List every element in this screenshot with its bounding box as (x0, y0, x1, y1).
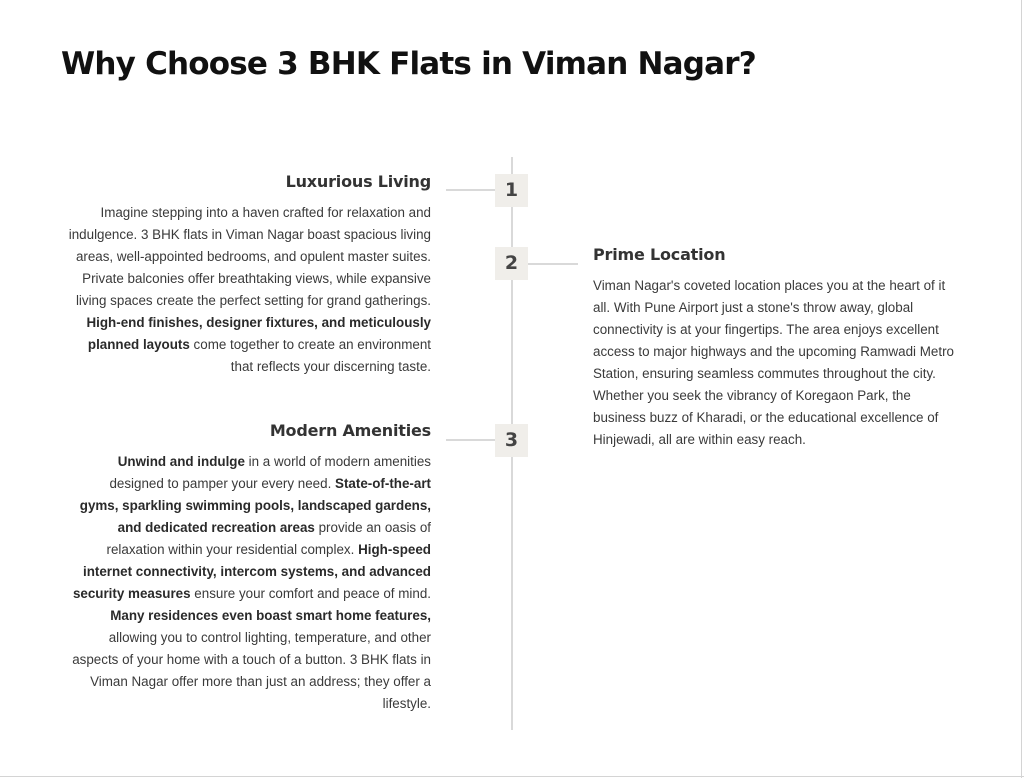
bold-text-run: and dedicated recreation areas (117, 520, 315, 535)
bold-text-run: internet connectivity, intercom systems, and advanced (82, 564, 431, 579)
page-bottom-edge (0, 776, 1024, 777)
timeline-connector-1 (446, 189, 495, 191)
text-run: all. With Pune Airport just a stone's throw away, global (593, 300, 914, 315)
text-run: Viman Nagar offer more than just an address; they offer a (90, 674, 431, 689)
timeline-marker-2: 2 (495, 247, 528, 280)
bold-text-run: gyms, sparkling swimming pools, landscaped gardens, (79, 498, 431, 513)
bold-text-run: High-speed (358, 542, 431, 557)
text-run: come together to create an environment (189, 337, 431, 352)
text-run: Viman Nagar's coveted location places you at the heart of it (593, 278, 946, 293)
text-run: areas, well-appointed bedrooms, and opulent master suites. (75, 249, 431, 264)
timeline-marker-3: 3 (495, 424, 528, 457)
section-heading: Modern Amenities (269, 421, 431, 440)
text-run: living spaces create the perfect setting for grand gatherings. (75, 293, 431, 308)
text-run: ensure your comfort and peace of mind. (190, 586, 431, 601)
bold-text-run: Unwind and indulge (117, 454, 245, 469)
bold-text-run: Many residences even boast smart home features, (110, 608, 431, 623)
timeline-connector-3 (446, 439, 495, 441)
text-run: business buzz of Kharadi, or the educational excellence of (593, 410, 939, 425)
text-run: Whether you seek the vibrancy of Koregaon Park, the (593, 388, 911, 403)
section-heading: Luxurious Living (285, 172, 431, 191)
section-text (69, 202, 431, 378)
section-modern-amenities (72, 420, 431, 715)
bold-text-run: security measures (72, 586, 191, 601)
page-right-edge (1021, 0, 1022, 778)
bold-text-run: High-end finishes, designer fixtures, and meticulously (86, 315, 431, 330)
text-run: Hinjewadi, all are within easy reach. (593, 432, 806, 447)
text-run: Imagine stepping into a haven crafted for relaxation and (100, 205, 431, 220)
text-run: relaxation within your residential complex. (106, 542, 359, 557)
text-run: Station, ensuring seamless commutes throughout the city. (593, 366, 936, 381)
text-run: indulgence. 3 BHK flats in Viman Nagar boast spacious living (68, 227, 431, 242)
bold-text-run: State-of-the-art (335, 476, 431, 491)
text-run: designed to pamper your every need. (109, 476, 336, 491)
section-text (593, 275, 954, 451)
text-run: connectivity is at your fingertips. The area enjoys excellent (593, 322, 939, 337)
timeline-connector-2 (528, 263, 578, 265)
text-run: allowing you to control lighting, temperature, and other (108, 630, 431, 645)
bold-text-run: planned layouts (87, 337, 190, 352)
text-run: that reflects your discerning taste. (230, 359, 431, 374)
text-run: lifestyle. (382, 696, 431, 711)
section-heading: Prime Location (593, 245, 726, 264)
text-run: Private balconies offer breathtaking views, while expansive (82, 271, 431, 286)
text-run: provide an oasis of (314, 520, 431, 535)
text-run: access to major highways and the upcoming Ramwadi Metro (593, 344, 954, 359)
page-title: Why Choose 3 BHK Flats in Viman Nagar? (61, 46, 756, 82)
section-text (72, 451, 431, 715)
section-luxurious-living (69, 171, 431, 378)
text-run: aspects of your home with a touch of a button. 3 BHK flats in (72, 652, 431, 667)
section-prime-location (593, 244, 954, 451)
text-run: in a world of modern amenities (244, 454, 431, 469)
timeline-marker-1: 1 (495, 174, 528, 207)
